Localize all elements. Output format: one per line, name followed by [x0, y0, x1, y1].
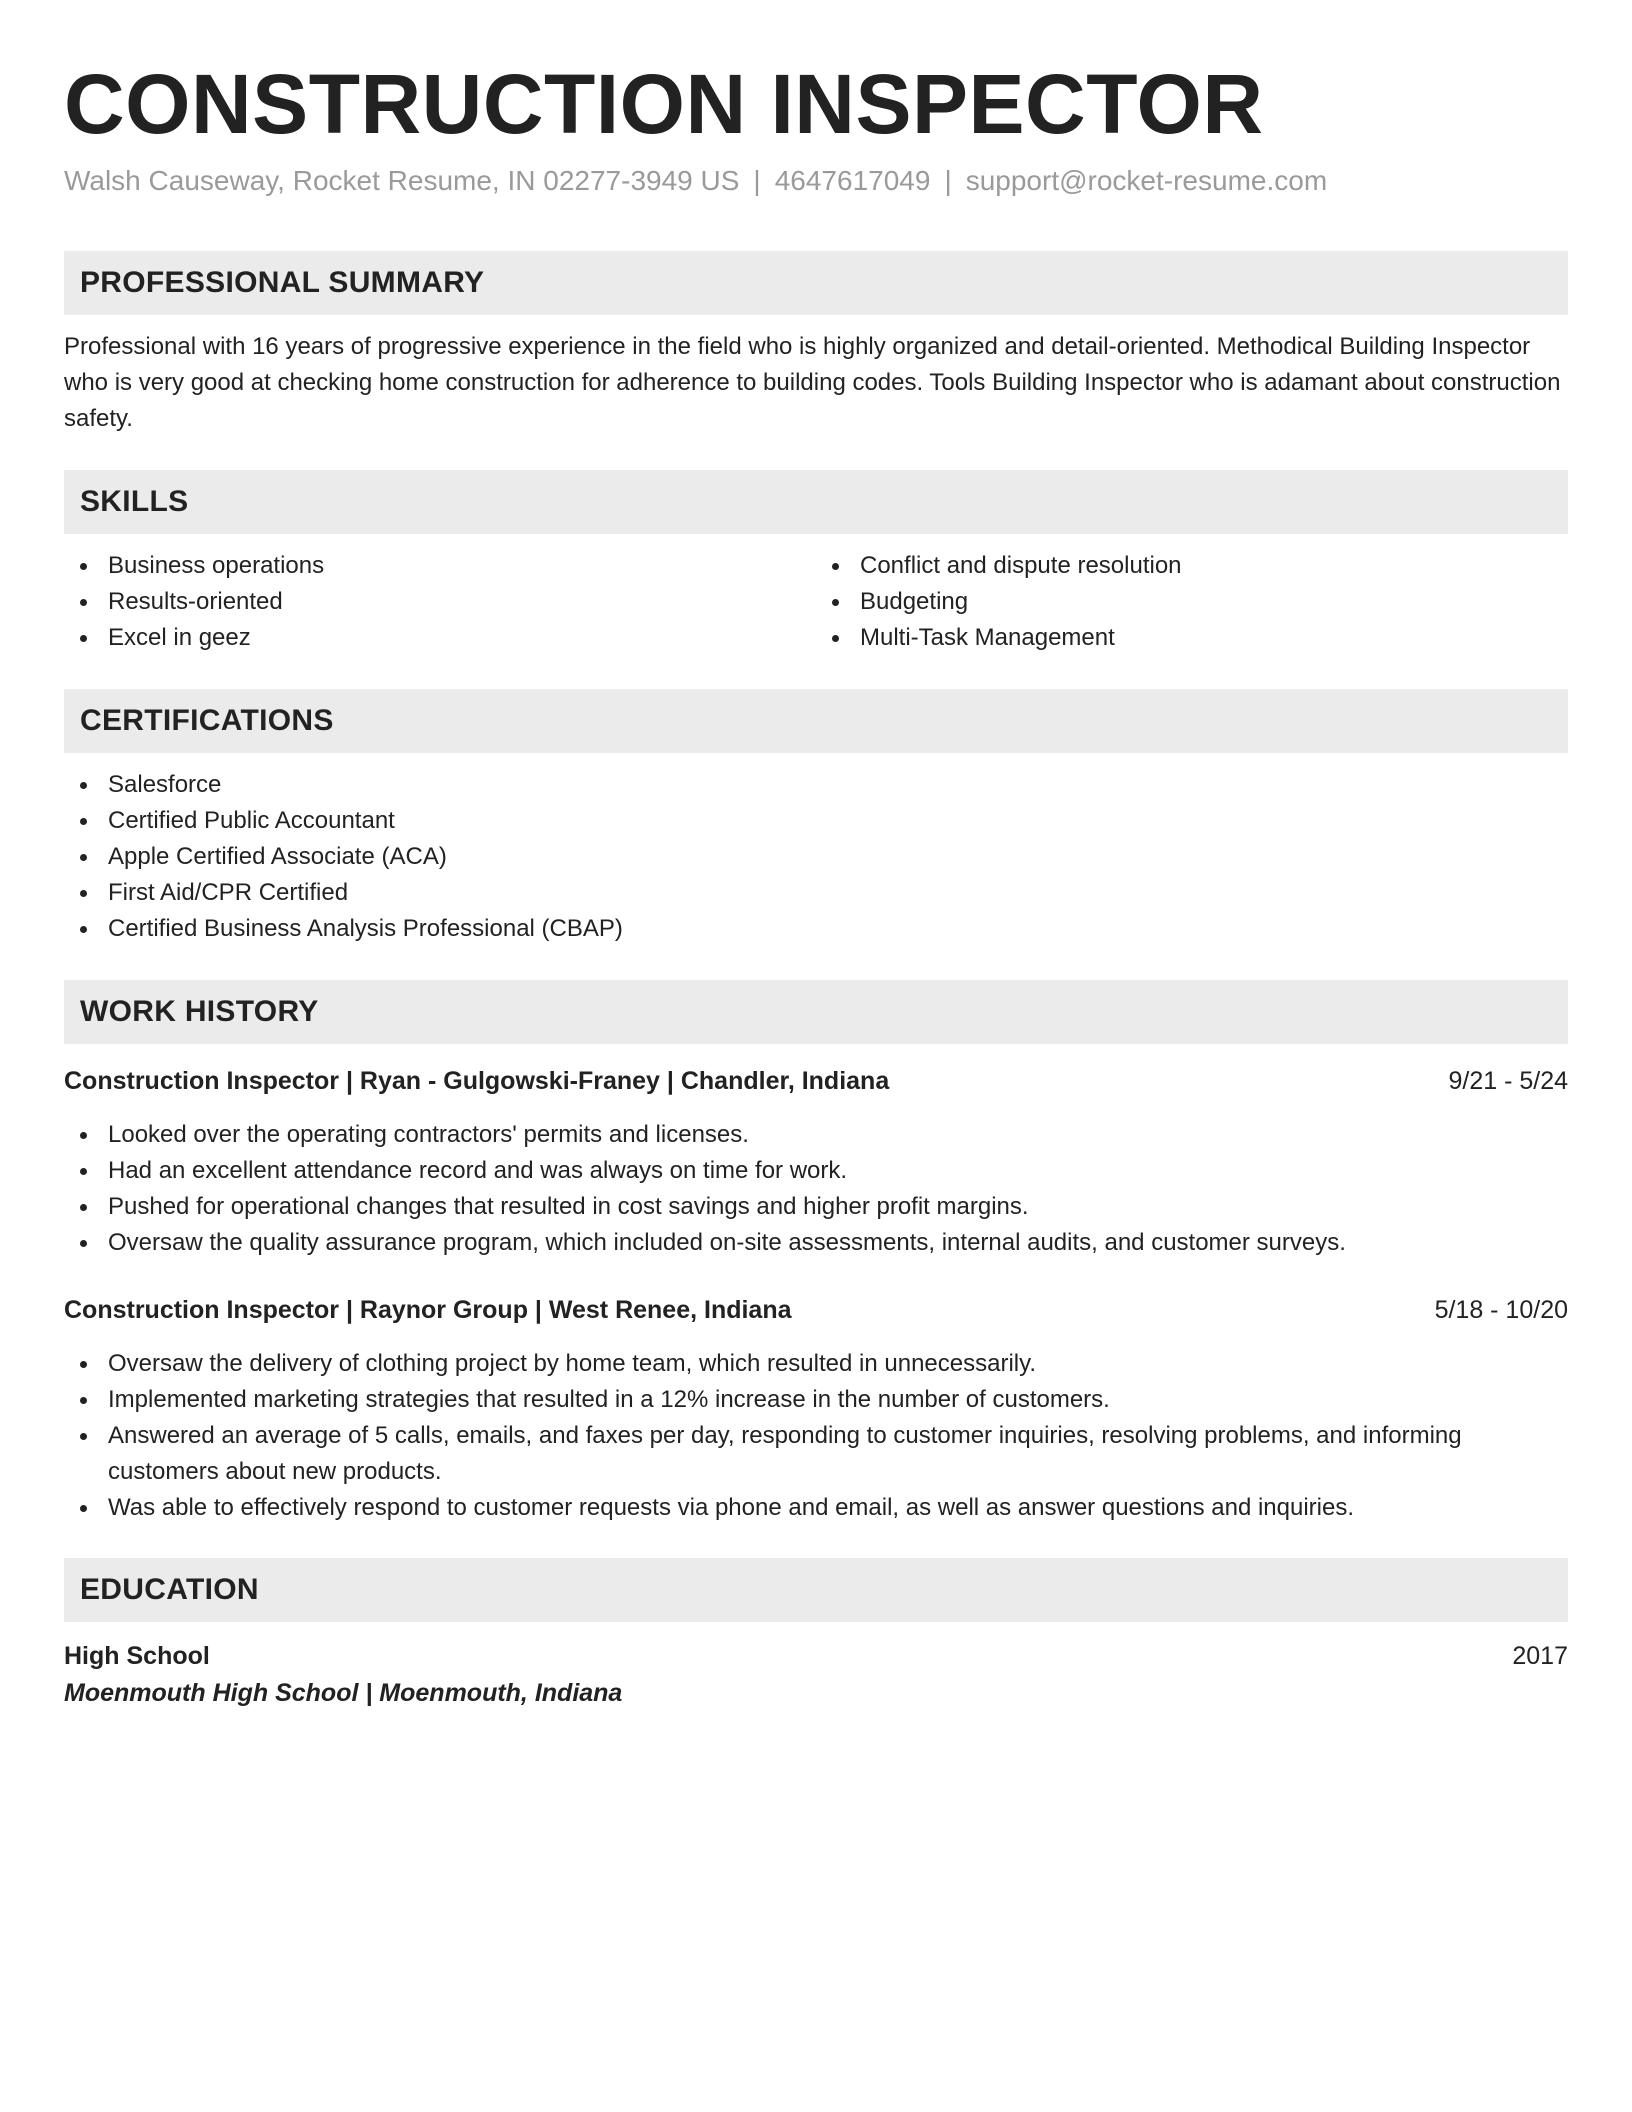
certifications-list — [64, 767, 1568, 947]
summary-text: Professional with 16 years of progressive experience in the field who is highly organized and detail-oriented. Methodical Building Inspector who is very good at checking home construction for adherence to building codes. Tools Building Inspector who is adamant about construction safety. — [64, 332, 1561, 432]
job-dates: 9/21 - 5/24 — [1448, 1066, 1568, 1095]
work-history-section — [64, 980, 1568, 1526]
contact-separator: | — [753, 165, 761, 197]
education-school: Moenmouth High School | Moenmouth, Indiana — [64, 1678, 623, 1707]
skill-item: Business operations — [64, 548, 816, 584]
job-title: Construction Inspector | Ryan - Gulgowski-Franey | Chandler, Indiana — [64, 1066, 890, 1095]
education-section — [64, 1558, 1568, 1712]
contact-line — [64, 164, 1568, 198]
job-bullet: Implemented marketing strategies that resulted in a 12% increase in the number of customers. — [64, 1382, 1568, 1418]
skill-item: Results-oriented — [64, 584, 816, 620]
skill-item: Multi-Task Management — [816, 620, 1568, 656]
education-degree: High School — [64, 1641, 210, 1670]
job-title: Construction Inspector | Raynor Group | West Renee, Indiana — [64, 1295, 792, 1324]
skills-grid — [64, 548, 1568, 656]
job-entry — [64, 1292, 1568, 1526]
contact-email: support@rocket-resume.com — [965, 165, 1328, 197]
education-header — [64, 1638, 1568, 1674]
job-bullets — [64, 1346, 1568, 1526]
certification-item: Certified Public Accountant — [64, 803, 1568, 839]
contact-address: Walsh Causeway, Rocket Resume, IN 02277-3949 US — [64, 165, 740, 197]
section-heading-summary: PROFESSIONAL SUMMARY — [64, 251, 1568, 315]
certifications-section — [64, 689, 1568, 947]
resume-title: CONSTRUCTION INSPECTOR — [64, 57, 1264, 151]
certification-item: Salesforce — [64, 767, 1568, 803]
skills-list-left — [64, 548, 816, 656]
job-header — [64, 1063, 1568, 1099]
contact-separator: | — [944, 165, 952, 197]
job-dates: 5/18 - 10/20 — [1434, 1295, 1568, 1324]
section-heading-work-history: WORK HISTORY — [64, 980, 1568, 1044]
job-bullet: Oversaw the delivery of clothing project by home team, which resulted in unnecessarily. — [64, 1346, 1568, 1382]
certification-item: First Aid/CPR Certified — [64, 875, 1568, 911]
skill-item: Budgeting — [816, 584, 1568, 620]
skills-section — [64, 470, 1568, 656]
section-heading-certifications: CERTIFICATIONS — [64, 689, 1568, 753]
education-year: 2017 — [1512, 1641, 1568, 1670]
job-bullet: Had an excellent attendance record and was always on time for work. — [64, 1153, 1568, 1189]
job-bullet: Was able to effectively respond to customer requests via phone and email, as well as answer questions and inquiries. — [64, 1490, 1568, 1526]
section-heading-skills: SKILLS — [64, 470, 1568, 534]
job-entry — [64, 1063, 1568, 1261]
job-bullet: Looked over the operating contractors' permits and licenses. — [64, 1117, 1568, 1153]
job-bullet: Pushed for operational changes that resulted in cost savings and higher profit margins. — [64, 1189, 1568, 1225]
job-bullets — [64, 1117, 1568, 1261]
skill-item: Excel in geez — [64, 620, 816, 656]
job-bullet: Answered an average of 5 calls, emails, and faxes per day, responding to customer inquiries, resolving problems, and informing customers about new products. — [64, 1418, 1568, 1490]
job-header — [64, 1292, 1568, 1328]
skill-item: Conflict and dispute resolution — [816, 548, 1568, 584]
certification-item: Apple Certified Associate (ACA) — [64, 839, 1568, 875]
summary-section — [64, 251, 1568, 437]
skills-list-right — [816, 548, 1568, 656]
certification-item: Certified Business Analysis Professional (CBAP) — [64, 911, 1568, 947]
section-heading-education: EDUCATION — [64, 1558, 1568, 1622]
job-bullet: Oversaw the quality assurance program, which included on-site assessments, internal audits, and customer surveys. — [64, 1225, 1568, 1261]
contact-phone: 4647617049 — [774, 165, 931, 197]
